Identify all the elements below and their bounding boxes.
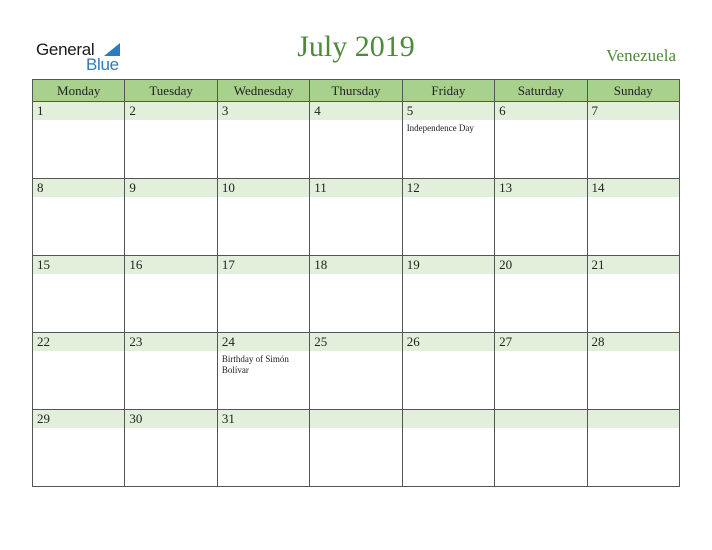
day-cell [33, 102, 125, 179]
day-number: 22 [33, 333, 124, 351]
day-number: 12 [403, 179, 494, 197]
day-number: 4 [310, 102, 401, 120]
day-cell [217, 333, 309, 410]
week-row [33, 256, 680, 333]
day-cell [310, 256, 402, 333]
day-number: 10 [218, 179, 309, 197]
day-number: 18 [310, 256, 401, 274]
day-number: 17 [218, 256, 309, 274]
day-number: 23 [125, 333, 216, 351]
day-cell [125, 179, 217, 256]
weekday-header: Wednesday [217, 80, 309, 102]
logo-text-general: General [36, 40, 95, 59]
weekday-header: Friday [402, 80, 494, 102]
weekday-header: Sunday [587, 80, 679, 102]
day-cell [310, 410, 402, 487]
week-row [33, 410, 680, 487]
day-number: 3 [218, 102, 309, 120]
day-number: 11 [310, 179, 401, 197]
day-number [310, 410, 401, 428]
day-number [495, 410, 586, 428]
day-number: 24 [218, 333, 309, 351]
day-number [588, 410, 679, 428]
day-number [403, 410, 494, 428]
day-cell [310, 102, 402, 179]
day-number: 26 [403, 333, 494, 351]
day-number: 29 [33, 410, 124, 428]
day-cell [125, 102, 217, 179]
weekday-header: Thursday [310, 80, 402, 102]
day-number: 27 [495, 333, 586, 351]
day-cell [33, 256, 125, 333]
day-number: 1 [33, 102, 124, 120]
day-cell [495, 333, 587, 410]
day-cell [495, 102, 587, 179]
day-number: 28 [588, 333, 679, 351]
holiday-label: Birthday of Simón Bolívar [221, 354, 289, 375]
day-cell [217, 410, 309, 487]
day-cell [310, 333, 402, 410]
day-cell [125, 333, 217, 410]
weekday-header-row [33, 80, 680, 102]
day-cell [402, 410, 494, 487]
day-number: 20 [495, 256, 586, 274]
day-cell [587, 410, 679, 487]
day-cell [495, 256, 587, 333]
day-cell [217, 102, 309, 179]
day-cell [402, 102, 494, 179]
day-cell [217, 256, 309, 333]
day-cell [33, 179, 125, 256]
holiday-label: Independence Day [406, 123, 474, 133]
week-row [33, 102, 680, 179]
day-number: 25 [310, 333, 401, 351]
day-number: 30 [125, 410, 216, 428]
week-row [33, 179, 680, 256]
weekday-header: Tuesday [125, 80, 217, 102]
day-number: 7 [588, 102, 679, 120]
day-number: 9 [125, 179, 216, 197]
day-cell [402, 256, 494, 333]
weekday-header: Monday [33, 80, 125, 102]
day-cell [587, 102, 679, 179]
day-number: 16 [125, 256, 216, 274]
day-cell [402, 333, 494, 410]
day-cell [33, 410, 125, 487]
day-number: 31 [218, 410, 309, 428]
day-number: 15 [33, 256, 124, 274]
day-number: 14 [588, 179, 679, 197]
day-cell [587, 256, 679, 333]
day-cell [495, 410, 587, 487]
country-name: Venezuela [606, 46, 676, 65]
calendar-grid [32, 79, 680, 487]
day-cell [33, 333, 125, 410]
logo-text-blue: Blue [86, 55, 119, 74]
day-cell [217, 179, 309, 256]
week-row [33, 333, 680, 410]
day-number: 8 [33, 179, 124, 197]
day-cell [402, 179, 494, 256]
day-cell [310, 179, 402, 256]
day-number: 19 [403, 256, 494, 274]
day-number: 21 [588, 256, 679, 274]
day-number: 13 [495, 179, 586, 197]
month-title: July 2019 [297, 30, 415, 63]
weekday-header: Saturday [495, 80, 587, 102]
day-cell [125, 410, 217, 487]
day-cell [587, 179, 679, 256]
day-cell [587, 333, 679, 410]
day-cell [125, 256, 217, 333]
day-number: 2 [125, 102, 216, 120]
day-number: 5 [403, 102, 494, 120]
day-cell [495, 179, 587, 256]
day-number: 6 [495, 102, 586, 120]
